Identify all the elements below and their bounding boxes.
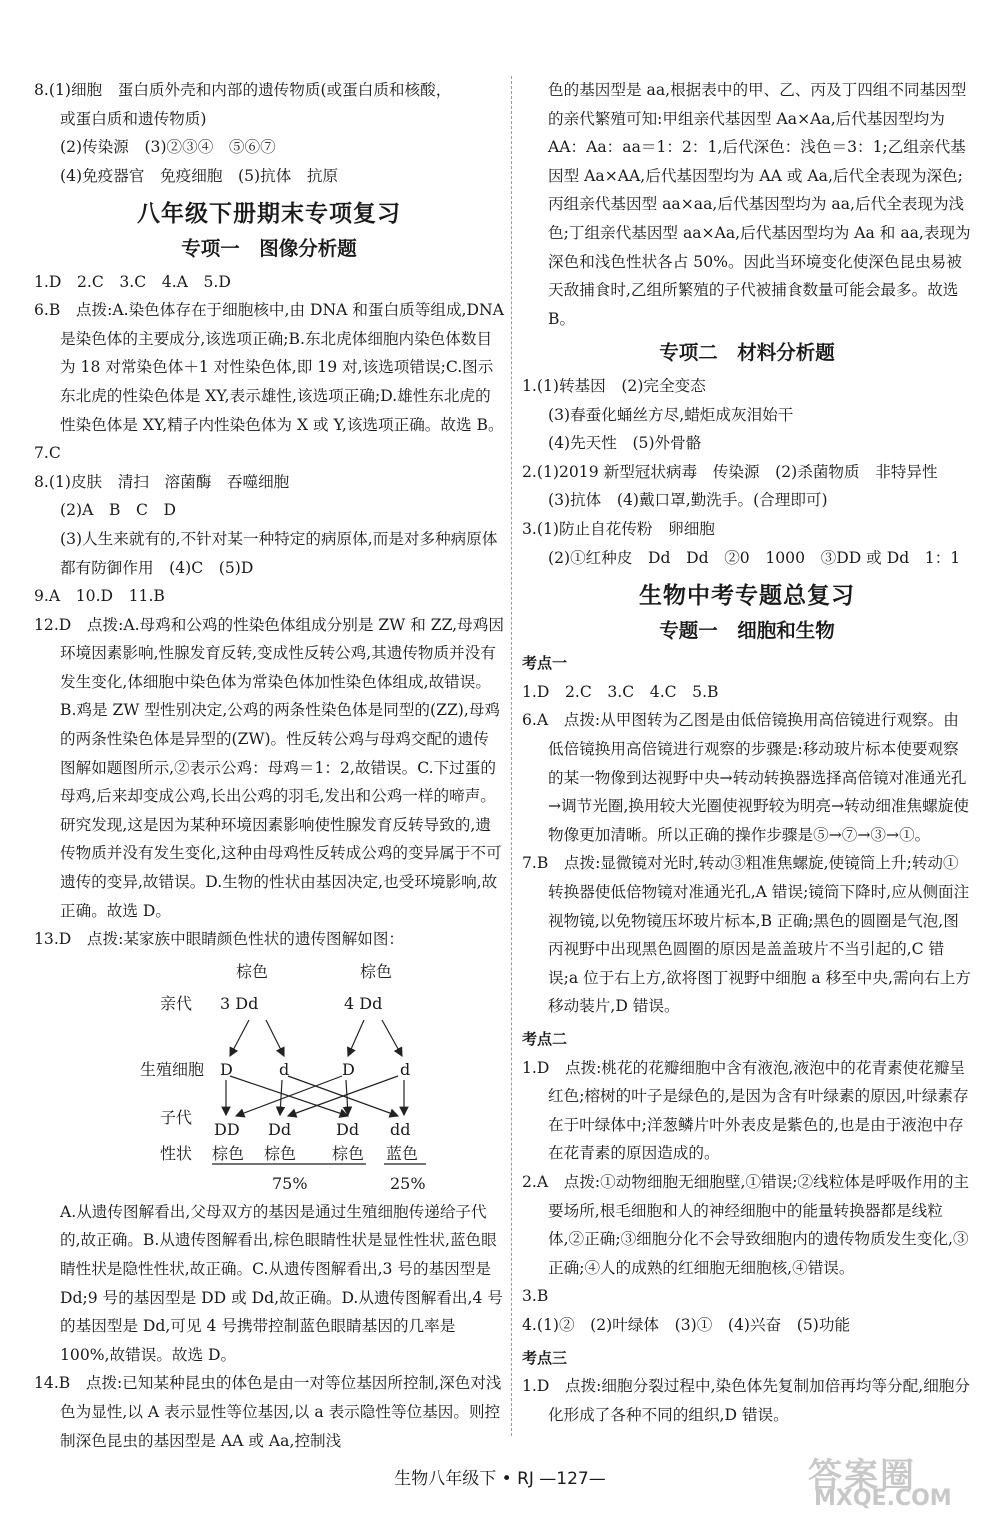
parent3-trait: 棕色 (236, 961, 269, 981)
section-title: 八年级下册期末专项复习 (137, 201, 401, 228)
m3-line2: (2)①红种皮 Dd Dd ②0 1000 ③DD 或 Dd 1：1 (548, 548, 961, 567)
q13-body: A.从遗传图解看出,父母双方的基因是通过生殖细胞传递给子代的,故正确。B.从遗传图解看出,棕色眼睛性状是显性性状,蓝色眼睛性状是隐性性状,故正确。C.从遗传图解看出,3 号的基因型是 Dd;9 号的基因型是 DD 或 Dd,故正确。D.从遗传图解看出,4 号的基因型是 Dd,可见 4 号携带控制蓝色眼睛基因的几率是 100%,故错误。故选 D。 (60, 1202, 503, 1364)
row-label-gamete: 生殖细胞 (140, 1059, 205, 1079)
q8-line3: (2)传染源 (3)②③④ ⑤⑥⑦ (60, 138, 276, 157)
left-column (34, 76, 504, 1455)
q12-answer: 12.D 点拨:A.母鸡和公鸡的性染色体组成分别是 ZW 和 ZZ,母鸡因环境因素影响,性腺发育反转,变成性反转公鸡,其遗传物质并没有发生变化,体细胞中染色体为常染色体加性染色体组成,故错误。B.鸡是 ZW 型性别决定,公鸡的两条性染色体是同型的(ZZ),母鸡的两条性染色体是异型的(ZW)。性反转公鸡与母鸡交配的遗传图解如题图所示,②表示公鸡：母鸡＝1：2,故错误。C.下过蛋的母鸡,后来却变成公鸡,长出公鸡的羽毛,发出和公鸡一样的啼声。研究发现,这是因为某种环境因素影响使性腺发育反转导致的,遗传物质并没有发生变化,这种由母鸡性反转成公鸡的变异属于不可遗传的变异,故错误。D.生物的性状由基因决定,也受环境影响,故正确。故选 D。 (34, 615, 504, 920)
child-trait-3: 棕色 (332, 1143, 365, 1163)
m2-line2: (3)抗体 (4)戴口罩,勤洗手。(合理即可) (548, 491, 828, 510)
m3-line1: 3.(1)防止自花传粉 卵细胞 (522, 519, 715, 538)
row-label-parent: 亲代 (160, 993, 193, 1013)
parent4-genotype: 4 Dd (344, 993, 383, 1013)
q8b-line2: (2)A B C D (60, 501, 177, 520)
q14-start: 14.B 点拨:已知某种昆虫的体色是由一对等位基因所控制,深色对浅色为显性,以 A 表示显性等位基因,以 a 表示隐性等位基因。则控制深色昆虫的基因型是 AA 或 Aa,控制浅 (34, 1374, 502, 1450)
inheritance-diagram (34, 958, 504, 1194)
section2-title: 生物中考专题总复习 (639, 583, 855, 610)
q8b-line1: 8.(1)皮肤 清扫 溶菌酶 吞噬细胞 (34, 472, 290, 491)
percent-blue: 25% (390, 1173, 426, 1193)
child-Dd-2: Dd (336, 1119, 360, 1139)
m2-line1: 2.(1)2019 新型冠状病毒 传染源 (2)杀菌物质 非特异性 (522, 462, 938, 481)
child-trait-2: 棕色 (264, 1143, 297, 1163)
topic2-title: 专项二 材料分析题 (659, 341, 835, 365)
child-DD: DD (214, 1119, 240, 1139)
arrow-d-Dd (280, 1080, 282, 1115)
q8b-line3: (3)人生来就有的,不针对某一种特定的病原体,而是对多种病原体都有防御作用 (4)C (5)D (60, 529, 498, 577)
percent-brown: 75% (272, 1173, 308, 1193)
q8-line1: 8.(1)细胞 蛋白质外壳和内部的遗传物质(或蛋白质和核酸， (34, 81, 452, 99)
q8-line4: (4)免疫器官 免疫细胞 (5)抗体 抗原 (60, 166, 339, 185)
child-trait-4: 蓝色 (386, 1143, 419, 1163)
q14-continued: 色的基因型是 aa,根据表中的甲、乙、丙及丁四组不同基因型的亲代繁殖可知:甲组亲代基因型 Aa×Aa,后代基因型均为 AA：Aa：aa＝1：2：1,后代深色：浅色＝3：1;乙组亲代基因型 Aa×AA,后代基因型均为 AA 或 Aa,后代全表现为深色;丙组亲代基因型 aa×aa,后代基因型均为 aa,后代全表现为浅色;丁组亲代基因型 aa×Aa,后代基因型均为 Aa 和 aa,表现为深色和浅色性状各占 50%。因此当环境变化使深色昆虫易被天敌捕食时,乙组所繁殖的子代被捕食数量可能会最多。故选 B。 (548, 81, 971, 328)
right-column (522, 76, 972, 1429)
column-divider (511, 76, 512, 1436)
q6-answer: 6.B 点拨:A.染色体存在于细胞核中,由 DNA 和蛋白质等组成,DNA 是染色体的主要成分,该选项正确;B.东北虎体细胞内染色体数目为 18 对常染色体＋1 对性染色体,即 19 对,该选项错误;C.图示东北虎的性染色体是 XY,表示雄性,该选项正确;D.雄性东北虎的性染色体是 XY,精子内性染色体为 X 或 Y,该选项正确。故选 B。 (34, 301, 504, 434)
child-dd: dd (390, 1119, 411, 1139)
watermark-url: MXQE.COM (814, 1486, 952, 1511)
q13-intro: 13.D 点拨:某家族中眼睛颜色性状的遗传图解如图： (34, 930, 405, 949)
row-label-trait: 性状 (160, 1143, 193, 1163)
watermark-logo (808, 1448, 988, 1512)
k1-answers-1-5: 1.D 2.C 3.C 4.C 5.B (522, 682, 719, 701)
topic1-title: 专项一 图像分析题 (181, 236, 357, 260)
kaodian-2-label: 考点二 (522, 1030, 568, 1048)
arrow-p3-d (266, 1020, 284, 1056)
gamete-D1: D (220, 1059, 233, 1079)
k2-q4: 4.(1)② (2)叶绿体 (3)① (4)兴奋 (5)功能 (522, 1315, 851, 1334)
m1-line3: (4)先天性 (5)外骨骼 (548, 434, 702, 453)
gamete-d1: d (279, 1059, 290, 1079)
parent4-trait: 棕色 (360, 961, 393, 981)
arrow-p4-d (382, 1020, 402, 1056)
child-Dd-1: Dd (268, 1119, 292, 1139)
topic-cell-title: 专题一 细胞和生物 (659, 618, 835, 642)
q8-line2: 或蛋白质和遗传物质) (60, 109, 207, 128)
k2-q3: 3.B (522, 1287, 549, 1306)
k2-q2: 2.A 点拨:①动物细胞无细胞壁,①错误;②线粒体是呼吸作用的主要场所,根毛细胞和人的神经细胞中的能量转换器都是线粒体,②正确;③细胞分化不会导致细胞内的遗传物质发生变化,③正确;④人的成熟的红细胞无细胞核,④错误。 (522, 1172, 970, 1277)
page-footer: 生物八年级下 • RJ —127— (394, 1469, 606, 1489)
row-label-child: 子代 (160, 1107, 193, 1127)
k2-q1: 1.D 点拨:桃花的花瓣细胞中含有液泡,液泡中的花青素使花瓣呈红色;榕树的叶子是绿色的,是因为含有叶绿素的原因,叶绿素存在于叶绿体中;洋葱鳞片叶外表皮是紫色的,也是由于液泡中存在花青素的原因造成的。 (522, 1058, 969, 1163)
k1-q6: 6.A 点拨:从甲图转为乙图是由低倍镜换用高倍镜进行观察。由低倍镜换用高倍镜进行观察的步骤是:移动玻片标本使要观察的某一物像到达视野中央→转动转换器选择高倍镜对准通光孔→调节光圈,换用较大光圈使视野较为明亮→转动细准焦螺旋使物像更加清晰。所以正确的操作步骤是⑤→⑦→③→①。 (522, 711, 969, 844)
m1-line1: 1.(1)转基因 (2)完全变态 (522, 376, 706, 395)
answers-1-5: 1.D 2.C 3.C 4.A 5.D (34, 272, 231, 291)
gamete-D2: D (342, 1059, 355, 1079)
arrow-p4-D (348, 1020, 364, 1056)
kaodian-3-label: 考点三 (522, 1348, 568, 1367)
q7-answer: 7.C (34, 444, 61, 463)
m1-line2: (3)春蚕化蛹丝方尽,蜡炬成灰泪始干 (548, 405, 794, 424)
k1-q7: 7.B 点拨:显微镜对光时,转动③粗准焦螺旋,使镜筒上升;转动①转换器使低倍物镜对准通光孔,A 错误;镜筒下降时,应从侧面注视物镜,以免物镜压坏玻片标本,B 正确;黑色的圆圈是气泡,图丙视野中出现黑色圆圈的原因是盖盖玻片不当引起的,C 错误;a 位于右上方,欲将图丁视野中细胞 a 移至中央,需向右上方移动装片,D 错误。 (522, 854, 971, 1016)
k3-q1: 1.D 点拨:细胞分裂过程中,染色体先复制加倍再均等分配,细胞分化形成了各种不同的组织,D 错误。 (522, 1377, 970, 1424)
gamete-d2: d (400, 1059, 411, 1079)
kaodian-1-label: 考点一 (522, 654, 568, 673)
watermark-text: 答案圈 (808, 1456, 916, 1496)
parent3-genotype: 3 Dd (220, 993, 259, 1013)
arrow-p3-D (230, 1020, 249, 1056)
answers-9-11: 9.A 10.D 11.B (34, 587, 165, 606)
child-trait-1: 棕色 (212, 1143, 245, 1163)
